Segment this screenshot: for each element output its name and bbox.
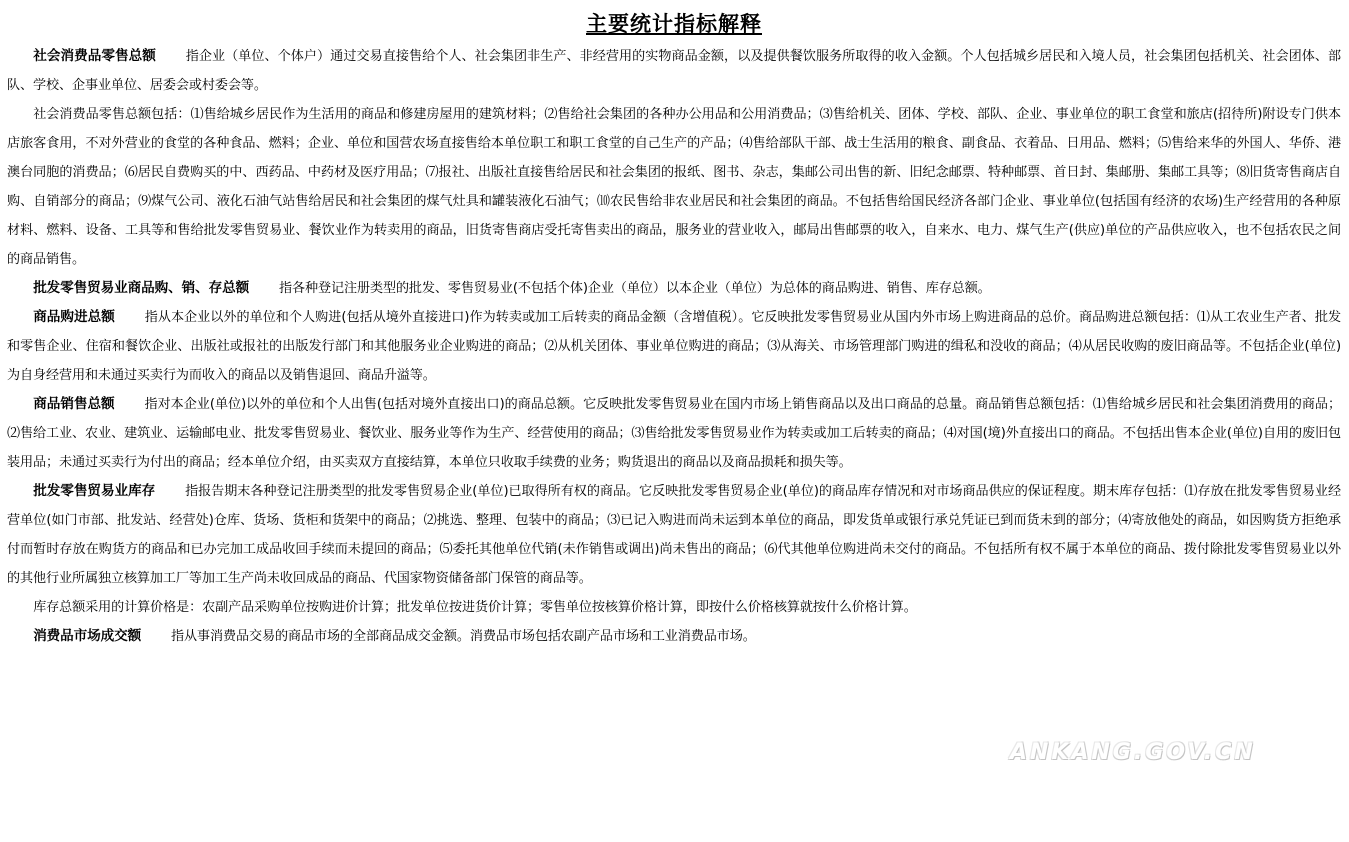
paragraph-purchase-total bbox=[7, 303, 1341, 390]
term-retail-sales: 社会消费品零售总额 bbox=[33, 48, 156, 64]
definition-sales-total: 指对本企业(单位)以外的单位和个人出售(包括对境外直接出口)的商品总额。它反映批发零售贸易业在国内市场上销售商品以及出口商品的总量。商品销售总额包括：⑴售给城乡居民和社会集团消费用的商品；⑵售给工业、农业、建筑业、运输邮电业、批发零售贸易业、餐饮业、服务业等作为生产、经营使用的商品；⑶售给批发零售贸易业作为转卖或加工后转卖的商品；⑷对国(境)外直接出口的商品。不包括出售本企业(单位)自用的废旧包装用品；未通过买卖行为付出的商品；经本单位介绍，由买卖双方直接结算，本单位只收取手续费的业务；购货退出的商品以及商品损耗和损失等。 bbox=[7, 397, 1341, 470]
definition-inventory: 指报告期末各种登记注册类型的批发零售贸易企业(单位)已取得所有权的商品。它反映批发零售贸易企业(单位)的商品库存情况和对市场商品供应的保证程度。期末库存包括：⑴存放在批发零售贸易业经营单位(如门市部、批发站、经营处)仓库、货场、货柜和货架中的商品；⑵挑选、整理、包装中的商品；⑶已记入购进而尚未运到本单位的商品，即发货单或银行承兑凭证已到而货未到的部分；⑷寄放他处的商品，如因购货方拒绝承付而暂时存放在购货方的商品和已办完加工成品收回手续而未提回的商品；⑸委托其他单位代销(未作销售或调出)尚未售出的商品；⑹代其他单位购进尚未交付的商品。不包括所有权不属于本单位的商品、拨付除批发零售贸易业以外的其他行业所属独立核算加工厂等加工生产尚未收回成品的商品、代国家物资储备部门保管的商品等。 bbox=[7, 484, 1341, 586]
page-title: 主要统计指标解释 bbox=[586, 11, 762, 36]
definition-market-turnover: 指从事消费品交易的商品市场的全部商品成交金额。消费品市场包括农副产品市场和工业消费品市场。 bbox=[171, 629, 756, 644]
paragraph-inventory bbox=[7, 477, 1341, 593]
paragraph-market-turnover bbox=[7, 622, 1341, 651]
paragraph-wholesale-retail-totals bbox=[7, 274, 1341, 303]
definition-wholesale-retail-totals: 指各种登记注册类型的批发、零售贸易业(不包括个体)企业（单位）以本企业（单位）为总体的商品购进、销售、库存总额。 bbox=[279, 281, 991, 296]
paragraph-retail-sales bbox=[7, 42, 1341, 100]
site-watermark: ANKANG.GOV.CN bbox=[1010, 740, 1256, 765]
term-purchase-total: 商品购进总额 bbox=[33, 309, 115, 325]
document-page bbox=[7, 10, 1341, 651]
term-market-turnover: 消费品市场成交额 bbox=[33, 628, 142, 644]
term-sales-total: 商品销售总额 bbox=[33, 396, 115, 412]
definition-purchase-total: 指从本企业以外的单位和个人购进(包括从境外直接进口)作为转卖或加工后转卖的商品金额（含增值税）。它反映批发零售贸易业从国内外市场上购进商品的总价。商品购进总额包括：⑴从工农业生产者、批发和零售企业、住宿和餐饮企业、出版社或报社的出版发行部门和其他服务业企业购进的商品；⑵从机关团体、事业单位购进的商品；⑶从海关、市场管理部门购进的缉私和没收的商品；⑷从居民收购的废旧商品等。不包括企业(单位)为自身经营用和未通过买卖行为而收入的商品以及销售退回、商品升溢等。 bbox=[7, 310, 1341, 383]
term-inventory: 批发零售贸易业库存 bbox=[33, 483, 156, 499]
term-wholesale-retail-totals: 批发零售贸易业商品购、销、存总额 bbox=[33, 280, 250, 296]
definition-retail-sales: 指企业（单位、个体户）通过交易直接售给个人、社会集团非生产、非经营用的实物商品金额，以及提供餐饮服务所取得的收入金额。个人包括城乡居民和入境人员，社会集团包括机关、社会团体、部队、学校、企事业单位、居委会或村委会等。 bbox=[7, 49, 1341, 93]
definition-retail-sales-scope: 社会消费品零售总额包括：⑴售给城乡居民作为生活用的商品和修建房屋用的建筑材料；⑵售给社会集团的各种办公用品和公用消费品；⑶售给机关、团体、学校、部队、企业、事业单位的职工食堂和旅店(招待所)附设专门供本店旅客食用，不对外营业的食堂的各种食品、燃料；企业、单位和国营农场直接售给本单位职工和职工食堂的自己生产的产品；⑷售给部队干部、战士生活用的粮食、副食品、衣着品、日用品、燃料；⑸售给来华的外国人、华侨、港澳台同胞的消费品；⑹居民自费购买的中、西药品、中药材及医疗用品；⑺报社、出版社直接售给居民和社会集团的报纸、图书、杂志，集邮公司出售的新、旧纪念邮票、特种邮票、首日封、集邮册、集邮工具等；⑻旧货寄售商店自购、自销部分的商品；⑼煤气公司、液化石油气站售给居民和社会集团的煤气灶具和罐装液化石油气；⑽农民售给非农业居民和社会集团的商品。不包括售给国民经济各部门企业、事业单位(包括国有经济的农场)生产经营用的各种原材料、燃料、设备、工具等和售给批发零售贸易业、餐饮业作为转卖用的商品，旧货寄售商店受托寄售卖出的商品，服务业的营业收入，邮局出售邮票的收入，自来水、电力、煤气生产(供应)单位的产品供应收入，也不包括农民之间的商品销售。 bbox=[7, 107, 1341, 267]
paragraph-retail-sales-scope bbox=[7, 100, 1341, 274]
paragraph-inventory-pricing bbox=[7, 593, 1341, 622]
definition-inventory-pricing: 库存总额采用的计算价格是：农副产品采购单位按购进价计算；批发单位按进货价计算；零售单位按核算价格计算，即按什么价格核算就按什么价格计算。 bbox=[33, 600, 917, 615]
paragraph-sales-total bbox=[7, 390, 1341, 477]
